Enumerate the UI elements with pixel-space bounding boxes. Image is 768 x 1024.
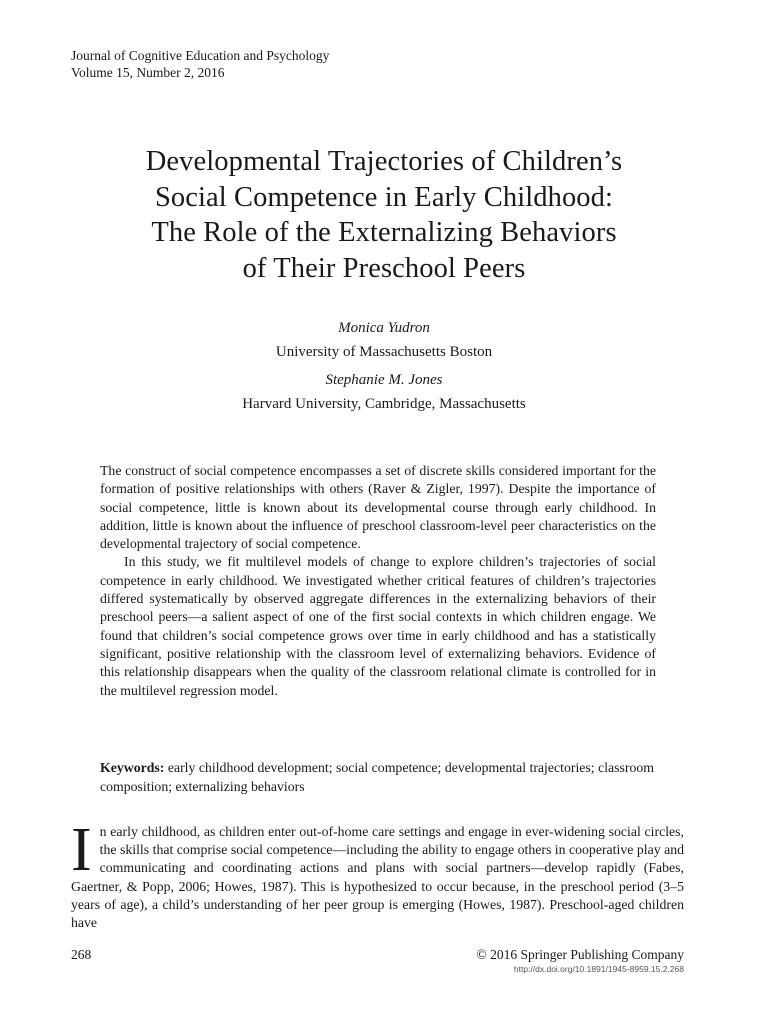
journal-header xyxy=(71,47,329,81)
copyright-notice: © 2016 Springer Publishing Company xyxy=(476,947,684,962)
title-line: of Their Preschool Peers xyxy=(242,252,526,284)
journal-name: Journal of Cognitive Education and Psychology xyxy=(71,48,330,63)
keywords xyxy=(100,758,684,796)
title-line: The Role of the Externalizing Behaviors xyxy=(151,217,617,248)
title-line: Social Competence in Early Childhood: xyxy=(154,181,614,213)
title-line: Developmental Trajectories of Children’s xyxy=(145,146,623,177)
author-block xyxy=(40,316,728,416)
author-name: Monica Yudron xyxy=(338,320,430,336)
author-name: Stephanie M. Jones xyxy=(325,372,443,388)
abstract-paragraph: The construct of social competence encompasses a set of discrete skills considered important for the formation of positive relationships with others (Raver & Zigler, 1997). Despite the importance of social competence, little is known about its developmental course through early childhood. In addition, little is known about the influence of preschool classroom-level peer characteristics on the developmental trajectory of social competence. xyxy=(100,463,656,552)
abstract xyxy=(100,462,656,700)
body-paragraph xyxy=(71,816,684,932)
article-title xyxy=(40,144,728,286)
keywords-text: early childhood development; social competence; developmental trajectories; classroom composition; externalizing behaviors xyxy=(100,760,655,794)
page-number: 268 xyxy=(71,947,92,962)
doi-link[interactable]: http://dx.doi.org/10.1891/1945-8959.15.2.268 xyxy=(513,964,684,974)
volume-info: Volume 15, Number 2, 2016 xyxy=(71,65,225,80)
abstract-paragraph: In this study, we fit multilevel models of change to explore children’s trajectories of social competence in early childhood. We investigated whether critical features of children’s trajectories differed systematically by observed aggregate differences in the externalizing behaviors of their preschool peers—a salient aspect of one of the first social contexts in which children engage. We found that children’s social competence grows over time in early childhood and has a statistically significant, positive relationship with the classroom level of externalizing behaviors. Evidence of this relationship disappears when the quality of the classroom relational climate is controlled for in the multilevel regression model. xyxy=(100,554,656,698)
body-paragraph-text: n early childhood, as children enter out-of-home care settings and engage in ever-widening social circles, the skills that comprise social competence—including the ability to engage others in cooperative play and communicating and coordinating actions and plans with social partners—develop rapidly (Fabes, Gaertner, & Popp, 2006; Howes, 1987). This is hypothesized to occur because, in the preschool period (3–5 years of age), a child’s understanding of her peer group is emerging (Howes, 1987). Preschool-aged children have xyxy=(71,824,684,931)
keywords-label: Keywords: xyxy=(100,760,165,775)
author-affiliation: Harvard University, Cambridge, Massachusetts xyxy=(242,396,526,412)
author-affiliation: University of Massachusetts Boston xyxy=(275,344,493,360)
body-text xyxy=(71,816,684,932)
drop-cap: I xyxy=(71,816,92,884)
